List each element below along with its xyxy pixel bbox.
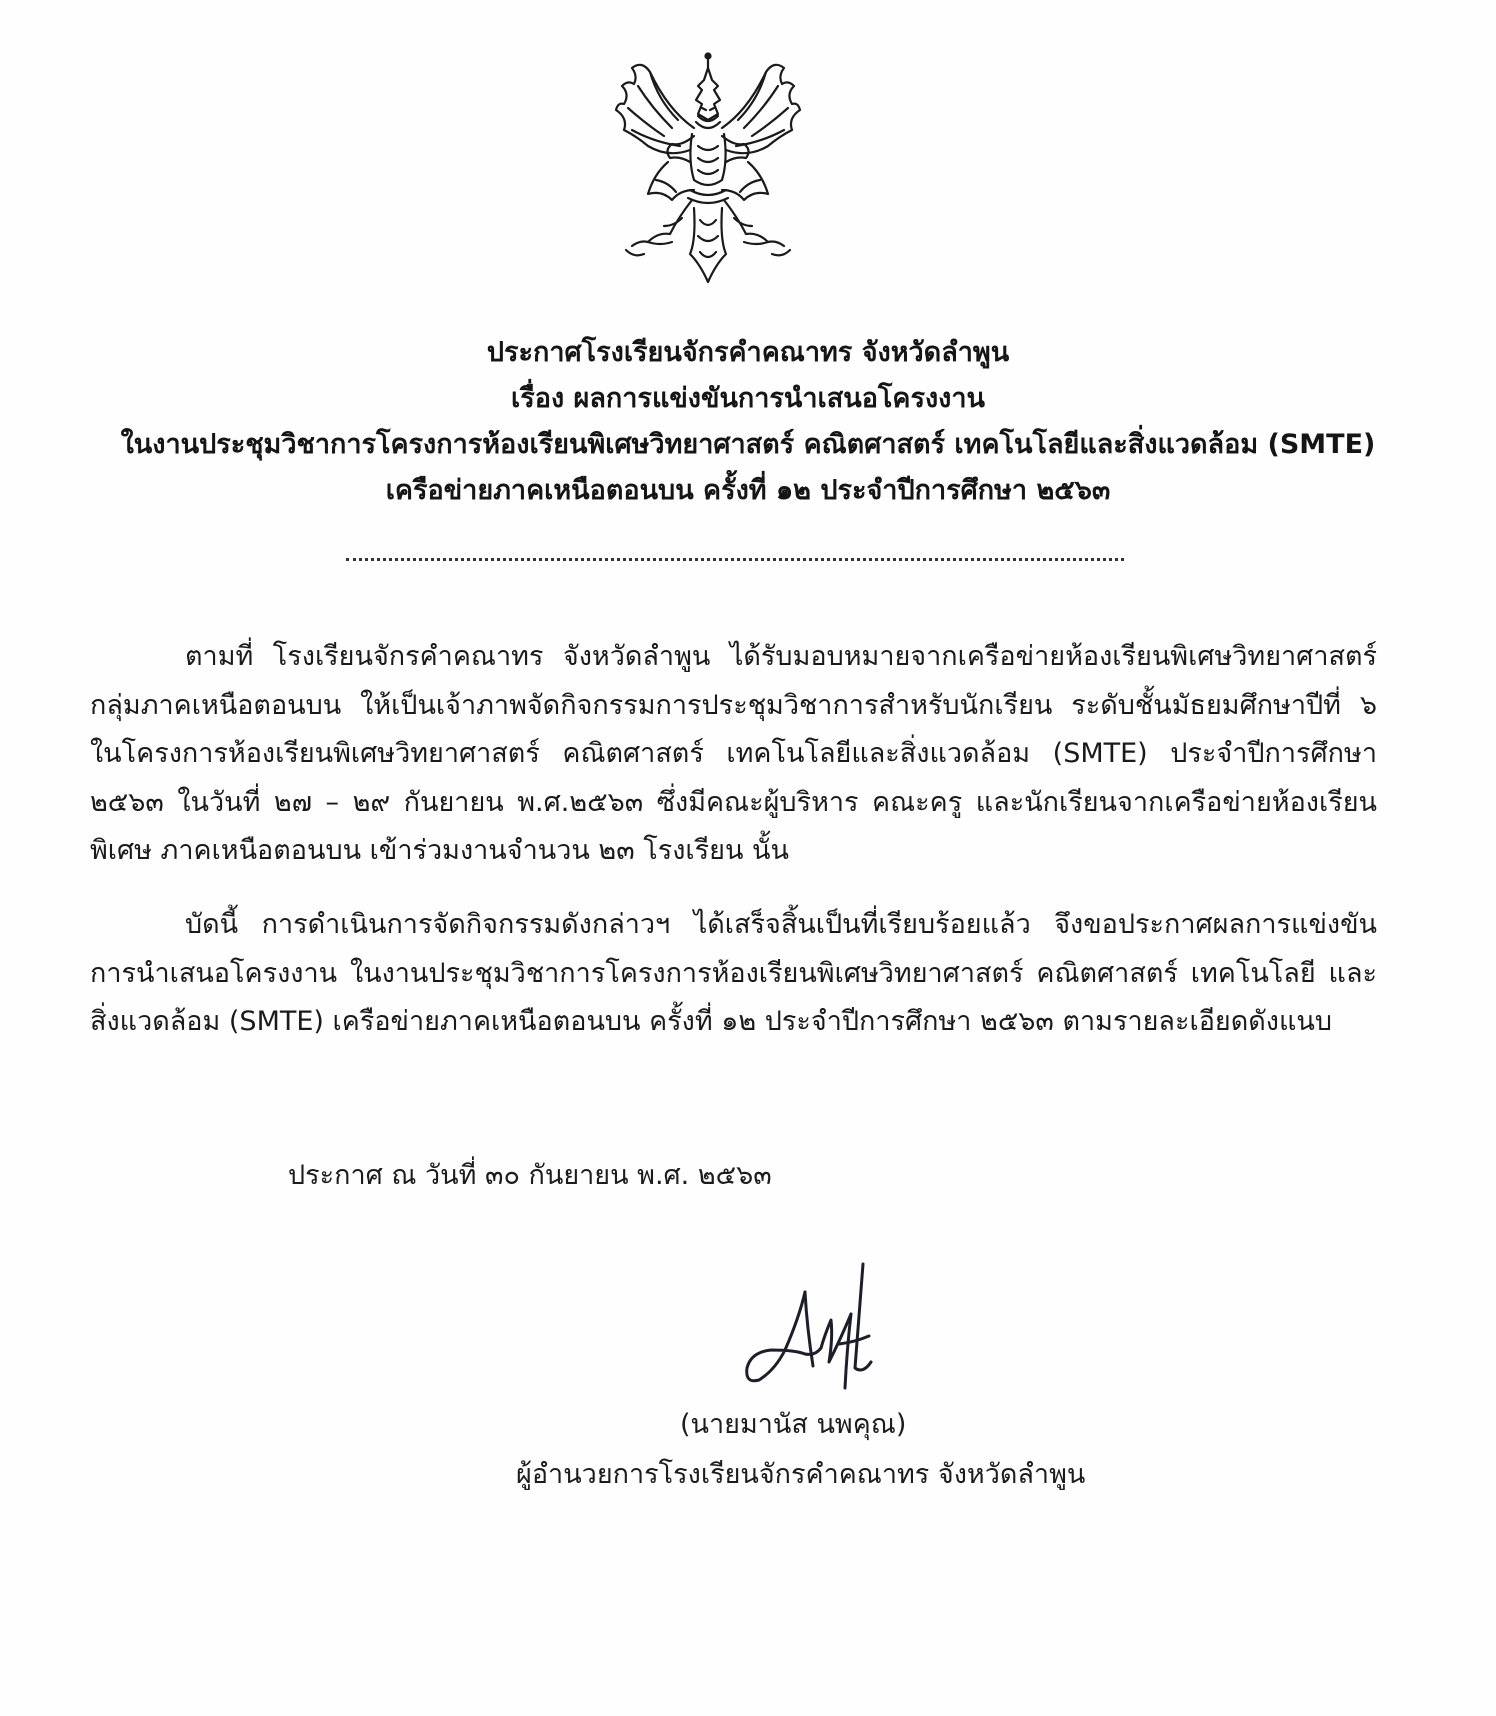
title-line-3: ในงานประชุมวิชาการโครงการห้องเรียนพิเศษวิทยาศาสตร์ คณิตศาสตร์ เทคโนโลยีและสิ่งแวดล้อม (SMTE)	[120, 429, 1376, 460]
signer-name: (นายมานัส นพคุณ)	[680, 1409, 907, 1440]
title-divider	[346, 558, 1124, 561]
announcement-title	[60, 330, 1436, 514]
announcement-date: ประกาศ ณ วันที่ ๓๐ กันยายน พ.ศ. ๒๕๖๓	[288, 1160, 772, 1191]
garuda-emblem-icon	[598, 50, 818, 285]
signer-position: ผู้อำนวยการโรงเรียนจักรคำคณาทร จังหวัดลำพูน	[516, 1459, 1086, 1490]
handwritten-signature	[735, 1258, 905, 1398]
body-paragraph-2-container	[90, 901, 1377, 1047]
title-line-4: เครือข่ายภาคเหนือตอนบน ครั้งที่ ๑๒ ประจำปีการศึกษา ๒๕๖๓	[385, 475, 1111, 506]
body-paragraph-1: ตามที่ โรงเรียนจักรคำคณาทร จังหวัดลำพูน ได้รับมอบหมายจากเครือข่ายห้องเรียนพิเศษวิทยาศาสตร์ กลุ่มภาคเหนือตอนบน ให้เป็นเจ้าภาพจัดกิจกรรมการประชุมวิชาการสำหรับนักเรียน ระดับชั้นมัธยมศึกษาปีที่ ๖ ในโครงการห้องเรียนพิเศษวิทยาศาสตร์ คณิตศาสตร์ เทคโนโลยีและสิ่งแวดล้อม (SMTE) ประจำปีการศึกษา ๒๕๖๓ ในวันที่ ๒๗ – ๒๙ กันยายน พ.ศ.๒๕๖๓ ซึ่งมีคณะผู้บริหาร คณะครู และนักเรียนจากเครือข่ายห้องเรียนพิเศษ ภาคเหนือตอนบน เข้าร่วมงานจำนวน ๒๓ โรงเรียน นั้น	[90, 641, 1377, 866]
body-paragraph-1-container	[90, 633, 1377, 876]
title-line-1: ประกาศโรงเรียนจักรคำคณาทร จังหวัดลำพูน	[486, 337, 1010, 368]
body-paragraph-2: บัดนี้ การดำเนินการจัดกิจกรรมดังกล่าวฯ ได้เสร็จสิ้นเป็นที่เรียบร้อยแล้ว จึงขอประกาศผลการแข่งขัน การนำเสนอโครงงาน ในงานประชุมวิชาการโครงการห้องเรียนพิเศษวิทยาศาสตร์ คณิตศาสตร์ เทคโนโลยี และสิ่งแวดล้อม (SMTE) เครือข่ายภาคเหนือตอนบน ครั้งที่ ๑๒ ประจำปีการศึกษา ๒๕๖๓ ตามรายละเอียดดังแนบ	[90, 909, 1377, 1037]
title-line-2: เรื่อง ผลการแข่งขันการนำเสนอโครงงาน	[511, 383, 985, 414]
